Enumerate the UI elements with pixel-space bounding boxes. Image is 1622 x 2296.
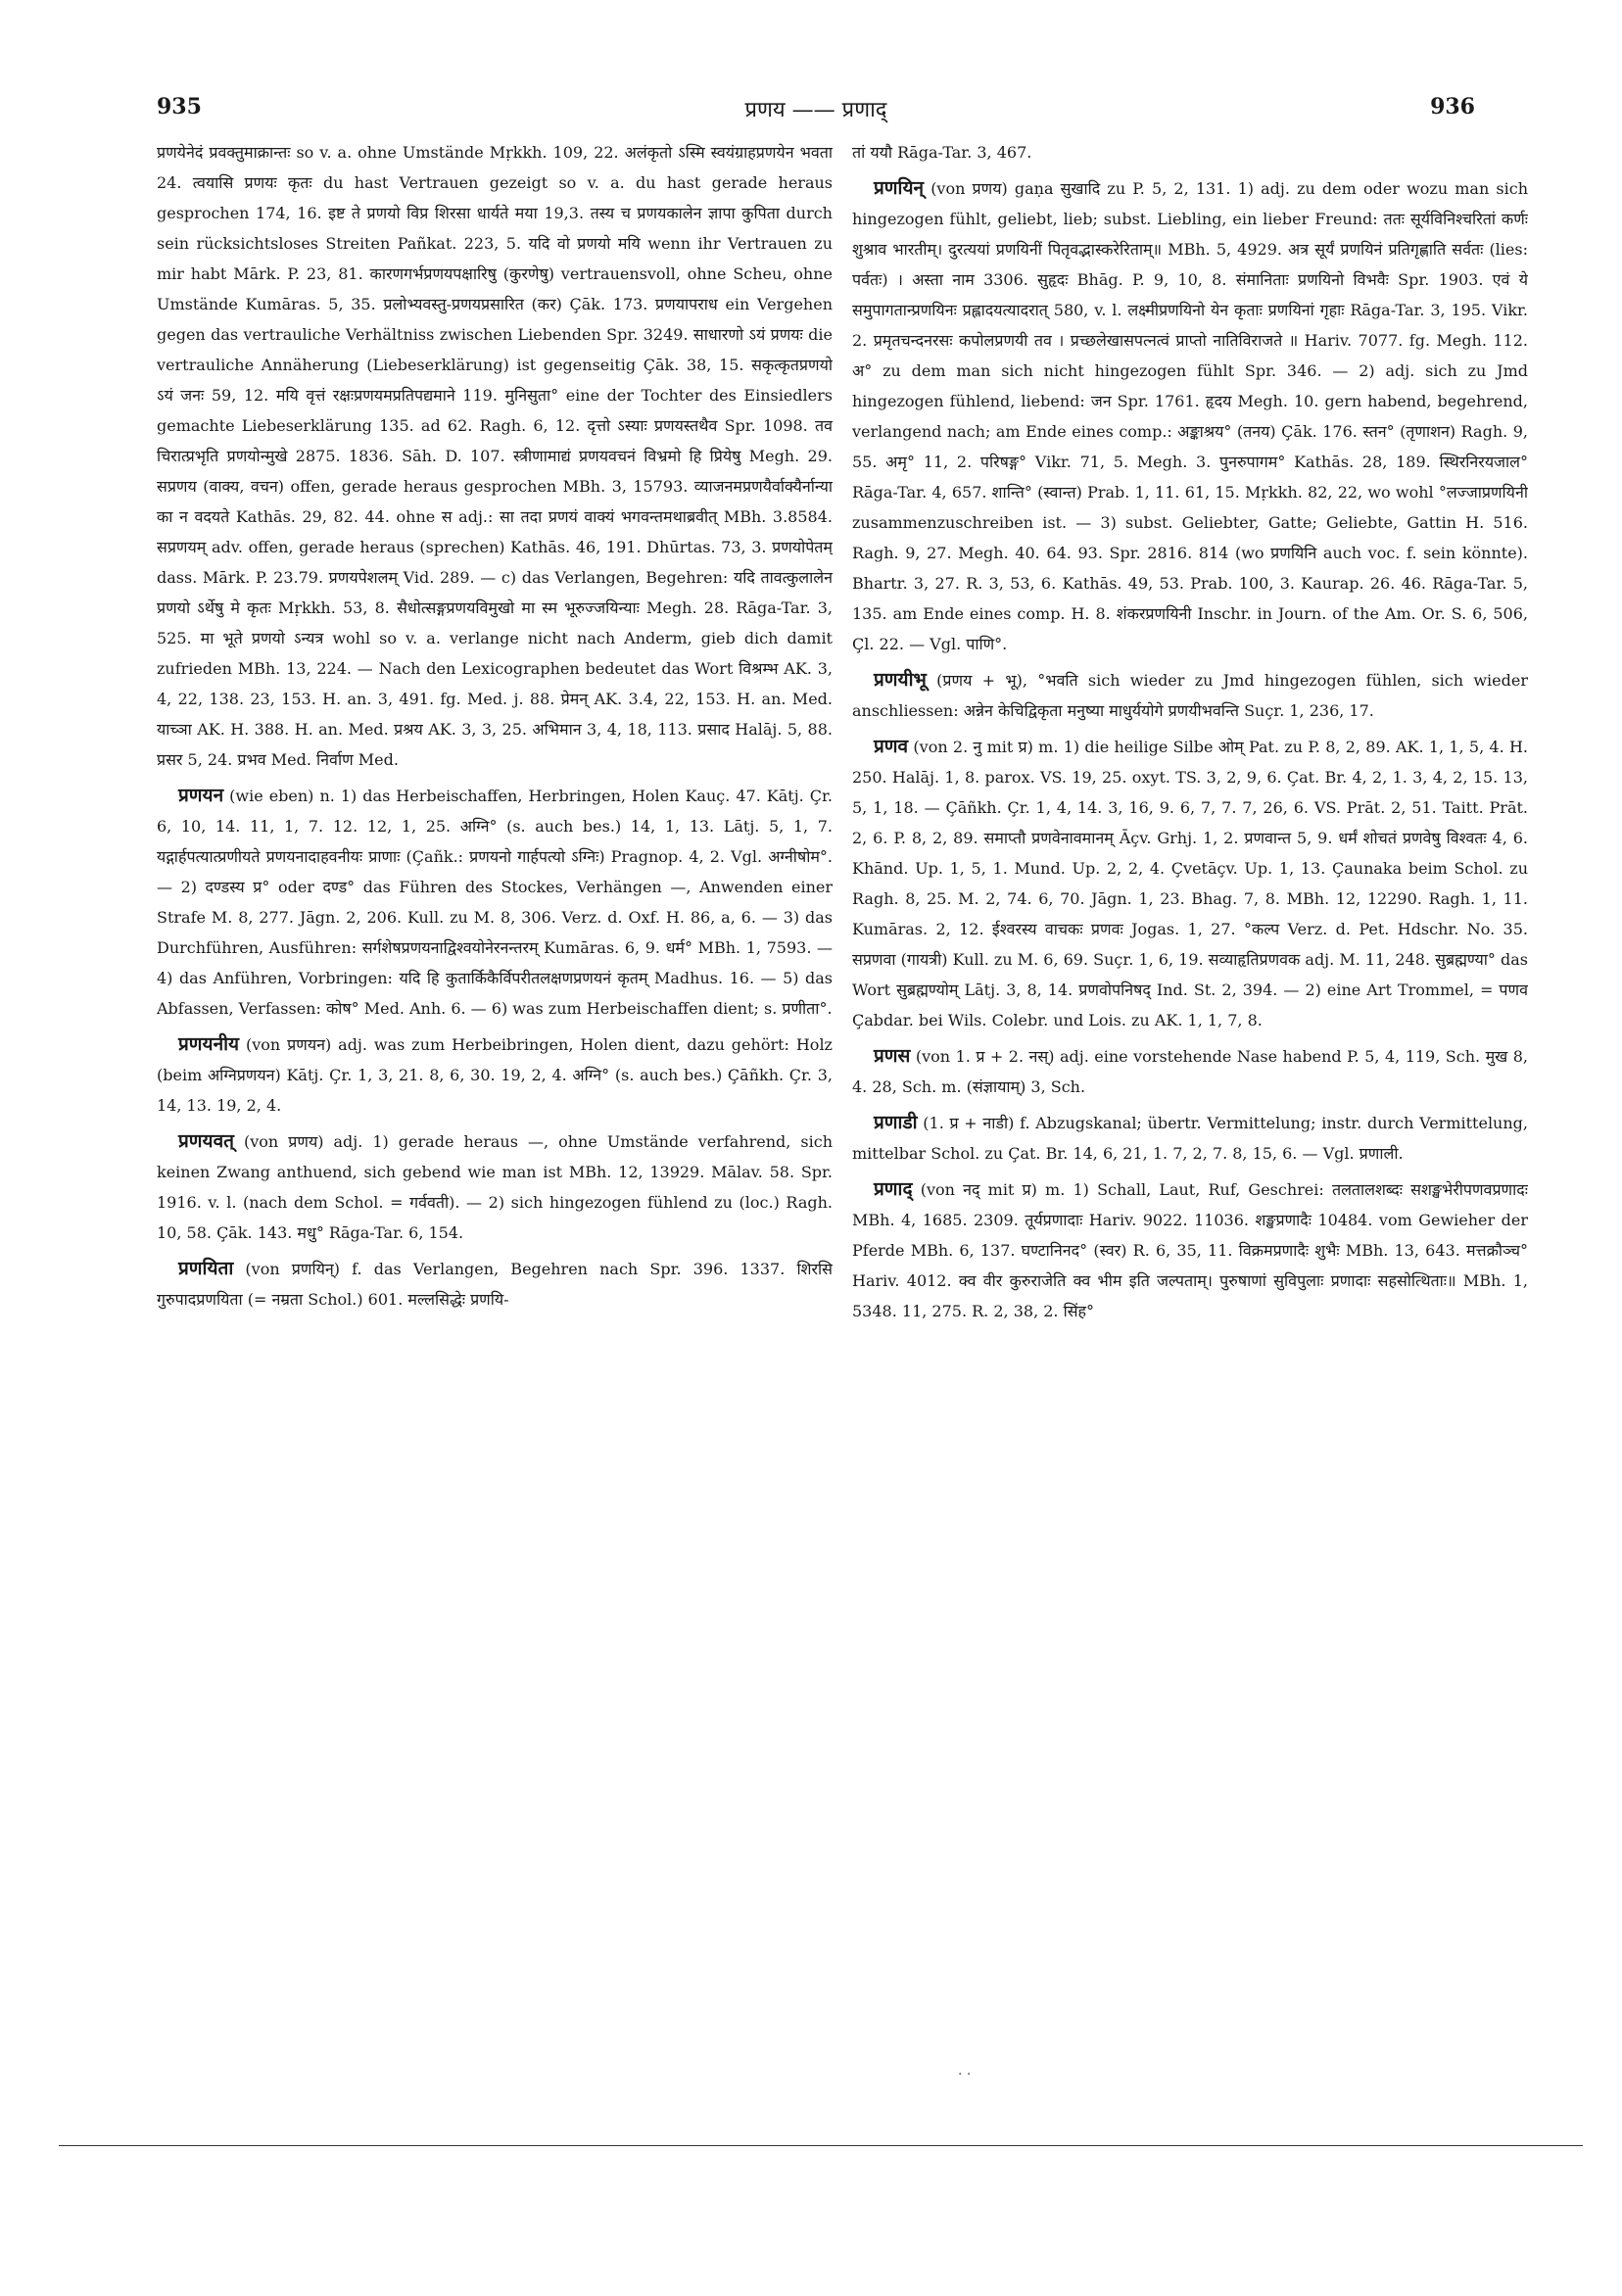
footer-rule (59, 2145, 1583, 2146)
entry-text: (von 1. प्र + 2. नस्) adj. eine vorstehende Nase habend P. 5, 4, 119, Sch. मुख 8, 4. 28, Sch. m. (संज्ञायाम्) 3, Sch. (852, 1047, 1528, 1096)
left-column (157, 137, 833, 2057)
page-number-left: 935 (157, 94, 202, 120)
entry-text: (von नद् mit प्र) m. 1) Schall, Laut, Ruf, Geschrei: तलतालशब्दः सशङ्खभेरीपणवप्रणादः MBh. 4, 1685. 2309. तूर्यप्रणादाः Hariv. 9022. 11036. शङ्खप्रणादैः 10484. vom Gewieher der Pferde MBh. 6, 137. घण्टानिनद° (स्वर) R. 6, 35, 11. विक्रमप्रणादैः शुभैः MBh. 13, 643. मत्तक्रौञ्च° Hariv. 4012. क्व वीर कुरुराजेति क्व भीम इति जल्पताम्। पुरुषाणां सुविपुलाः प्रणादाः सहसोत्थिताः॥ MBh. 1, 5348. 11, 275. R. 2, 38, 2. सिंह° (852, 1180, 1528, 1320)
entry-headword: प्रणाद् (874, 1178, 913, 1200)
entry-text: (von प्रणयिन्) f. das Verlangen, Begehren nach Spr. 396. 1337. शिरसि गुरुपादप्रणयिता (= नम्रता Schol.) 601. मल्लसिद्धेः प्रणयि- (157, 1260, 833, 1309)
entry-text: (von प्रणय) adj. 1) gerade heraus —, ohne Umstände verfahrend, sich keinen Zwang anthuend, sich gebend wie man ist MBh. 12, 13929. Mālav. 58. Spr. 1916. v. l. (nach dem Schol. = गर्ववती). — 2) sich hingezogen fühlend zu (loc.) Ragh. 10, 58. Çāk. 143. मधु° Rāga-Tar. 6, 154. (157, 1132, 833, 1242)
right-column (852, 137, 1528, 2057)
page-number-right: 936 (1430, 94, 1475, 120)
dictionary-entry (852, 137, 1528, 167)
entry-text: (प्रणय + भू), °भवति sich wieder zu Jmd hingezogen fühlen, sich wieder anschliessen: अन्नेन केचिद्विकृता मनुष्या माधुर्ययोगे प्रणयीभवन्ति Suçr. 1, 236, 17. (852, 671, 1528, 720)
entry-text: (von प्रणय) gaṇa सुखादि zu P. 5, 2, 131. 1) adj. zu dem oder wozu man sich hingezogen fühlt, geliebt, lieb; subst. Liebling, ein lieber Freund: ततः सूर्यविनिश्चरितां कर्णः शुश्राव भारतीम्। दुरत्ययां प्रणयिनीं पितृवद्भास्करेरिताम्॥ MBh. 5, 4929. अत्र सूर्यं प्रणयिनं प्रतिगृह्णाति सर्वतः (lies: पर्वतः) । अस्ता नाम 3306. सुहृदः Bhāg. P. 9, 10, 8. संमानिताः प्रणयिनो विभवैः Spr. 1903. एवं ये समुपागतान्प्रणयिनः प्रह्लादयत्यादरात् 580, v. l. लक्ष्मीप्रणयिनो येन कृताः प्रणयिनां गृहाः Rāga-Tar. 3, 195. Vikr. 2. प्रमृतचन्दनरसः कपोलप्रणयी तव । प्रच्छलेखासपत्नत्वं प्राप्तो नातिविराजते ॥ Hariv. 7077. fg. Megh. 112. अ° zu dem man sich nicht hingezogen fühlt Spr. 346. — 2) adj. sich zu Jmd hingezogen fühlend, liebend: जन Spr. 1761. हृदय Megh. 10. gern habend, begehrend, verlangend nach; am Ende eines comp.: अङ्काश्रय° (तनय) Çāk. 176. स्तन° (तृणाशन) Ragh. 9, 55. अमृ° 11, 2. परिषङ्ग° Vikr. 71, 5. Megh. 3. पुनरुपागम° Kathās. 28, 189. स्थिरनिरयजाल° Rāga-Tar. 4, 657. शान्ति° (स्वान्त) Prab. 1, 11. 61, 15. Mṛkkh. 82, 22, wo wohl °लज्जाप्रणयिनी zusammenzuschreiben ist. — 3) subst. Geliebter, Gatte; Geliebte, Gattin H. 516. Ragh. 9, 27. Megh. 40. 64. 93. Spr. 2816. 814 (wo प्रणयिनि auch voc. f. sein könnte). Bhartr. 3, 27. R. 3, 53, 6. Kathās. 49, 53. Prab. 100, 3. Kaurap. 26. 46. Rāga-Tar. 5, 135. am Ende eines comp. H. 8. शंकरप्रणयिनी Inschr. in Journ. of the Am. Or. S. 6, 506, Çl. 22. — Vgl. पाणि°. (852, 179, 1528, 653)
stray-dots: · · (958, 2067, 972, 2082)
dictionary-entry (852, 173, 1528, 659)
entry-headword: प्रणयनीय (178, 1033, 240, 1055)
entry-headword: प्रणयीभू (874, 669, 927, 691)
entry-text: प्रणयेनेदं प्रवक्तुमाक्रान्तः so v. a. ohne Umstände Mṛkkh. 109, 22. अलंकृतो ऽस्मि स्वयंग्राहप्रणयेन भवता 24. त्वयासि प्रणयः कृतः du hast Vertrauen gezeigt so v. a. du hast gerade heraus gesprochen 174, 16. इष्ट ते प्रणयो विप्र शिरसा धार्यते मया 19,3. तस्य च प्रणयकालेन ज्ञापा कुपिता durch sein rücksichtsloses Streiten Pañkat. 223, 5. यदि वो प्रणयो मयि wenn ihr Vertrauen zu mir habt Mārk. P. 23, 81. कारणगर्भप्रणयपक्षारिषु (कुरणेषु) vertrauensvoll, ohne Scheu, ohne Umstände Kumāras. 5, 35. प्रलोभ्यवस्तु-प्रणयप्रसारित (कर) Çāk. 173. प्रणयापराध ein Vergehen gegen das vertrauliche Verhältniss zwischen Liebenden Spr. 3249. साधारणो ऽयं प्रणयः die vertrauliche Annäherung (Liebeserklärung) ist gegenseitig Çāk. 38, 15. सकृत्कृतप्रणयो ऽयं जनः 59, 12. मयि वृत्तं रक्षःप्रणयमप्रतिपद्यमाने 119. मुनिसुता° eine der Tochter des Einsiedlers gemachte Liebeserklärung 135. ad 62. Ragh. 6, 12. दृत्तो ऽस्याः प्रणयस्तथैव Spr. 1098. तव चिरात्प्रभृति प्रणयोन्मुखे 2875. 1836. Sāh. D. 107. स्त्रीणामाद्यं प्रणयवचनं विभ्रमो हि प्रियेषु Megh. 29. सप्रणय (वाक्य, वचन) offen, gerade heraus gesprochen MBh. 3, 15793. व्याजनमप्रणयैर्वाक्यैर्नान्या का न वदयते Kathās. 29, 82. 44. ohne स adj.: सा तदा प्रणयं वाक्यं भगवन्तमथाब्रवीत् MBh. 3.8584. सप्रणयम् adv. offen, gerade heraus (sprechen) Kathās. 46, 191. Dhūrtas. 73, 3. प्रणयोपेतम् dass. Mārk. P. 23.79. प्रणयपेशलम् Vid. 289. — c) das Verlangen, Begehren: यदि तावत्कुलालेन प्रणयो ऽर्थेषु मे कृतः Mṛkkh. 53, 8. सैधोत्सङ्गप्रणयविमुखो मा स्म भूरुज्जयिन्याः Megh. 28. Rāga-Tar. 3, 525. मा भूते प्रणयो ऽन्यत्र wohl so v. a. verlange nicht nach Anderm, gieb dich damit zufrieden MBh. 13, 224. — Nach den Lexicographen bedeutet das Wort विश्रम्भ AK. 3, 4, 22, 138. 23, 153. H. an. 3, 491. fg. Med. j. 88. प्रेमन् AK. 3.4, 22, 153. H. an. Med. याच्ञा AK. H. 388. H. an. Med. प्रश्रय AK. 3, 3, 25. अभिमान 3, 4, 18, 113. प्रसाद Halāj. 5, 88. प्रसर 5, 24. प्रभव Med. निर्वाण Med. (157, 143, 833, 769)
dictionary-entry (852, 1108, 1528, 1169)
entry-headword: प्रणाडी (874, 1112, 918, 1133)
entry-text: (wie eben) n. 1) das Herbeischaffen, Herbringen, Holen Kauç. 47. Kātj. Çr. 6, 10, 14. 11, 1, 7. 12. 12, 1, 25. अग्नि° (s. auch bes.) 14, 1, 13. Lātj. 5, 1, 7. यद्गार्हपत्यात्प्रणीयते प्रणयनादाहवनीयः प्राणाः (Çañk.: प्रणयनो गार्हपत्यो ऽग्निः) Pragnop. 4, 2. Vgl. अग्नीषोम°. — 2) दण्डस्य प्र° oder दण्ड° das Führen des Stockes, Verhängen —, Anwenden einer Strafe M. 8, 277. Jāgn. 2, 206. Kull. zu M. 8, 306. Verz. d. Oxf. H. 86, a, 6. — 3) das Durchführen, Ausführen: सर्गशेषप्रणयनाद्विश्वयोनेरनन्तरम् Kumāras. 6, 9. धर्म° MBh. 1, 7593. — 4) das Anführen, Vorbringen: यदि हि कुतार्किकैर्विपरीतलक्षणप्रणयनं कृतम् Madhus. 16. — 5) das Abfassen, Verfassen: कोष° Med. Anh. 6. — 6) was zum Herbeischaffen dient; s. प्रणीता°. (157, 787, 833, 1018)
entry-text: तां ययौ Rāga-Tar. 3, 467. (852, 143, 1032, 162)
page-header (157, 94, 1475, 133)
entry-headword: प्रणयिन् (874, 177, 925, 199)
dictionary-entry (852, 665, 1528, 726)
entry-text: (von 2. नु mit प्र) m. 1) die heilige Silbe ओम् Pat. zu P. 8, 2, 89. AK. 1, 1, 5, 4. H. 250. Halāj. 1, 8. parox. VS. 19, 25. oxyt. TS. 3, 2, 9, 6. Çat. Br. 4, 2, 1. 3, 4, 2, 15. 13, 5, 1, 18. — Çāñkh. Çr. 1, 4, 14. 3, 16, 9. 6, 7, 7. 7, 26, 6. VS. Prāt. 2, 51. Taitt. Prāt. 2, 6. P. 8, 2, 89. समाप्तौ प्रणवेनावमानम् Āçv. Grhj. 1, 2. प्रणवान्त 5, 9. धर्मं शोचतं प्रणवेषु विश्वतः 4, 6. Khānd. Up. 1, 5, 1. Mund. Up. 2, 2, 4. Çvetāçv. Up. 1, 13. Çaunaka beim Schol. zu Ragh. 8, 25. M. 2, 74. 6, 70. Jāgn. 1, 23. Bhag. 7, 8. MBh. 12, 12290. Ragh. 1, 11. Kumāras. 2, 12. ईश्वरस्य वाचकः प्रणवः Jogas. 1, 27. °कल्प Verz. d. Pet. Hdschr. No. 35. सप्रणवा (गायत्री) Kull. zu M. 6, 69. Suçr. 1, 6, 19. सव्याहृतिप्रणवक adj. M. 11, 248. सुब्रह्मण्या° das Wort सुब्रह्मण्योम् Lātj. 3, 8, 14. प्रणवोपनिषद् Ind. St. 2, 394. — 2) eine Art Trommel, = पणव Çabdar. bei Wils. Colebr. und Lois. zu AK. 1, 1, 7, 8. (852, 738, 1528, 1029)
dictionary-entry (157, 781, 833, 1024)
entry-headword: प्रणस (874, 1045, 911, 1067)
dictionary-entry (157, 1126, 833, 1248)
entry-headword: प्रणव (874, 736, 909, 757)
dictionary-entry (157, 137, 833, 775)
dictionary-entry (157, 1029, 833, 1121)
dictionary-entry (157, 1254, 833, 1315)
entry-headword: प्रणयिता (178, 1258, 234, 1279)
entry-headword: प्रणयन (178, 785, 224, 806)
running-title: प्रणय —— प्रणाद् (744, 98, 887, 122)
entry-headword: प्रणयवत् (178, 1130, 234, 1152)
entry-text: (1. प्र + नाडी) f. Abzugskanal; übertr. Vermittelung; instr. durch Vermittelung, mittelbar Schol. zu Çat. Br. 14, 6, 21, 1. 7, 2, 7. 8, 15, 6. — Vgl. प्रणाली. (852, 1114, 1528, 1163)
dictionary-entry (852, 1041, 1528, 1102)
dictionary-entry (852, 1174, 1528, 1326)
dictionary-entry (852, 732, 1528, 1035)
entry-text: (von प्रणयन) adj. was zum Herbeibringen, Holen dient, dazu gehört: Holz (beim अग्निप्रणयन) Kātj. Çr. 1, 3, 21. 8, 6, 30. 19, 2, 4. अग्नि° (s. auch bes.) Çāñkh. Çr. 3, 14, 13. 19, 2, 4. (157, 1035, 833, 1115)
